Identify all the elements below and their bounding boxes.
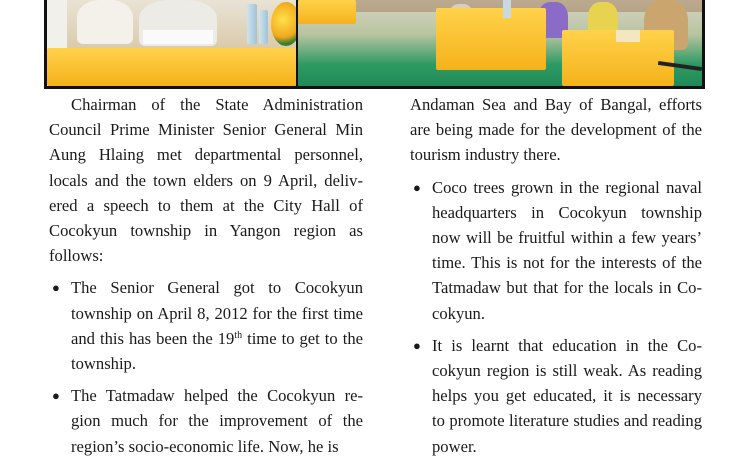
person-left bbox=[77, 0, 133, 44]
water-bottle bbox=[247, 4, 257, 44]
list-item bbox=[410, 333, 702, 459]
photo-town-elders bbox=[298, 0, 705, 86]
right-column bbox=[410, 92, 702, 459]
list-item bbox=[410, 175, 702, 326]
table-cloth bbox=[47, 48, 296, 86]
photo-strip bbox=[44, 0, 705, 89]
list-item-text: It is learnt that education in the Co-cokyun region is still weak. As reading helps you get educated, it is necessary to promote literature studies and reading power. bbox=[432, 335, 702, 456]
bullet-list-right bbox=[410, 175, 702, 459]
bullet-icon: ● bbox=[413, 337, 421, 353]
list-item-text-part: time to get to the township. bbox=[71, 328, 363, 374]
water-bottle bbox=[503, 0, 511, 18]
flower-arrangement bbox=[271, 2, 296, 46]
bullet-icon: ● bbox=[52, 388, 60, 404]
bullet-icon: ● bbox=[52, 280, 60, 296]
bullet-icon: ● bbox=[413, 179, 421, 195]
list-item bbox=[49, 383, 363, 459]
papers bbox=[143, 30, 213, 44]
tissue-box bbox=[616, 30, 640, 42]
photo-signing-ceremony bbox=[47, 0, 296, 86]
list-item-text bbox=[71, 278, 363, 373]
list-item-text: The Tatmadaw helped the Cocokyun re-gion much for the improvement of the region’s socio-economic life. Now, he is bbox=[71, 386, 363, 456]
left-column bbox=[49, 92, 363, 459]
list-item bbox=[49, 275, 363, 376]
water-bottle bbox=[259, 10, 268, 44]
table-cloth bbox=[298, 0, 356, 24]
list-item-text-part: The Senior General got to Cocokyun township on April 8, 2012 for the first time and this has been the 19 bbox=[71, 278, 363, 348]
ordinal-suffix: th bbox=[234, 329, 243, 341]
intro-paragraph: Chairman of the State Administration Council Prime Minister Senior General Min Aung Hlaing met departmental personnel, locals and the town elders on 9 April, deliv-ered a speech to them at the City Hall of Cocokyun township in Yangon region as follows: bbox=[49, 95, 363, 266]
table-cloth bbox=[436, 8, 546, 70]
bullet-list-left bbox=[49, 275, 363, 458]
list-item-text: Coco trees grown in the regional naval headquarters in Cocokyun township now will be fruitful within a few years’ time. This is not for the interests of the Tatmadaw but that for the locals in Co-cokyun. bbox=[432, 177, 702, 323]
continuation-paragraph: Andaman Sea and Bay of Bangal, efforts are being made for the development of the tourism industry there. bbox=[410, 95, 702, 165]
